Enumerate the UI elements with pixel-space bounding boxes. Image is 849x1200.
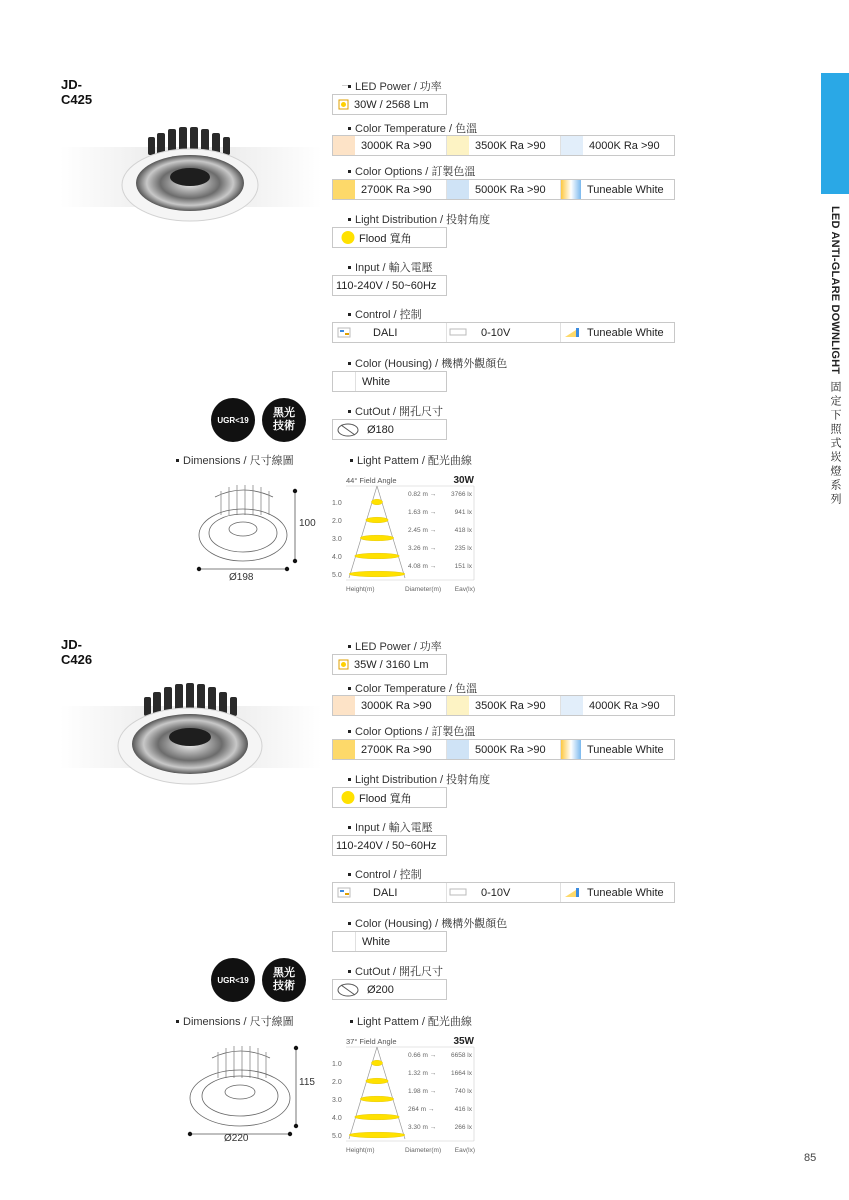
beam-ellipse [366,1078,388,1084]
housing-color-box: White [332,371,447,392]
height-tick: 2.0 [332,518,342,525]
housing-color-label: Color (Housing) / 機構外觀顏色 [348,355,507,371]
ct-4000-option: 4000K Ra >90 [560,136,674,155]
product-model: JD-C425 [61,77,93,107]
ct-3000-option: 3000K Ra >90 [333,136,446,155]
ct-3500-option: 3500K Ra >90 [446,136,560,155]
color-temperature-row [332,135,675,156]
diameter-value: 3.26 m → [408,545,437,552]
cutout-box: Ø180 [332,419,447,440]
beam-ellipse [355,1114,400,1120]
dimensions-label: Dimensions / 尺寸線圖 [176,1013,294,1029]
dimension-drawing [185,475,315,585]
diameter-value: 1.32 m → [408,1070,437,1077]
color-options-label: Color Options / 訂製色溫 [348,723,475,739]
cutout-label: CutOut / 開孔尺寸 [348,403,443,419]
category-en: LED ANTI-GLARE DOWNLIGHT [829,206,841,375]
diameter-value: 3.30 m → [408,1124,437,1131]
height-tick: 4.0 [332,1115,342,1122]
light-pattern-chart [330,472,478,594]
light-distribution-label: Light Distribution / 投射角度 [348,771,490,787]
diameter-value: 4.08 m → [408,563,437,570]
diameter-value: 0.82 m → [408,491,437,498]
page-number: 85 [804,1152,817,1164]
led-power-label: LED Power / 功率 [348,638,442,654]
light-pattern-label: Light Pattem / 配光曲線 [350,452,472,468]
housing-color-label: Color (Housing) / 機構外觀顏色 [348,915,507,931]
lux-value: 6658 lx [451,1052,472,1059]
lux-value: 1664 lx [451,1070,472,1077]
control-label: Control / 控制 [348,306,422,322]
beam-ellipse [371,1060,382,1066]
ugr-badge: UGR<19 [211,398,255,442]
color-options-label: Color Options / 訂製色溫 [348,163,475,179]
light-distribution-label: Light Distribution / 投射角度 [348,211,490,227]
dimension-drawing [178,1038,318,1148]
flood-icon [339,788,359,807]
cutout-label: CutOut / 開孔尺寸 [348,963,443,979]
led-power-box [332,94,447,115]
tuneable-icon [561,323,587,342]
lux-value: 266 lx [454,1124,472,1131]
dimension-height: 115 [299,1077,315,1088]
height-tick: 2.0 [332,1079,342,1086]
lux-value: 740 lx [454,1088,472,1095]
control-tuneable: Tuneable White [560,323,674,342]
lux-value: 418 lx [454,527,472,534]
height-tick: 1.0 [332,500,342,507]
sidebar-category [827,206,843,507]
product-model: JD-C426 [61,637,93,667]
axis-height: Height(m) [346,1147,375,1154]
color-options-row [332,739,675,760]
control-dali: DALI [333,883,446,902]
control-label: Control / 控制 [348,866,422,882]
lux-value: 3766 lx [451,491,472,498]
co-2700-option: 2700K Ra >90 [333,180,446,199]
height-tick: 3.0 [332,536,342,543]
flood-icon [339,228,359,247]
led-power-value: 30W / 2568 Lm [354,98,429,111]
ugr-badge: UGR<19 [211,958,255,1002]
dali-icon [333,323,373,342]
co-tuneable-option: Tuneable White [560,740,674,759]
diameter-value: 0.66 m → [408,1052,437,1059]
field-angle: 37° Field Angle [346,1037,397,1046]
dimmer-icon [447,883,481,902]
co-5000-option: 5000K Ra >90 [446,740,560,759]
input-box: 110-240V / 50~60Hz [332,835,447,856]
ct-3000-option: 3000K Ra >90 [333,696,446,715]
control-row [332,882,675,903]
height-tick: 5.0 [332,1133,342,1140]
light-distribution-box: Flood 寬角 [332,787,447,808]
axis-height: Height(m) [346,586,375,593]
cutout-box: Ø200 [332,979,447,1000]
height-tick: 3.0 [332,1097,342,1104]
lux-value: 416 lx [454,1106,472,1113]
beam-ellipse [371,499,382,505]
dimension-height: 100 [299,518,316,529]
cutout-saw-icon [333,980,367,999]
control-dali: DALI [333,323,446,342]
product-photo [60,682,322,792]
field-angle: 44° Field Angle [346,476,397,485]
color-temperature-label: Color Temperature / 色溫 [348,120,477,136]
axis-diameter: Diameter(m) [405,1147,442,1154]
pattern-power: 35W [453,1036,474,1047]
tuneable-icon [561,883,587,902]
light-distribution-box: Flood 寬角 [332,227,447,248]
black-light-badge: 黑光技術 [262,398,306,442]
black-light-badge: 黑光技術 [262,958,306,1002]
cutout-saw-icon [333,420,367,439]
dimension-diameter: Ø198 [229,572,254,583]
diameter-value: 1.98 m → [408,1088,437,1095]
lux-value: 941 lx [454,509,472,516]
beam-ellipse [355,553,400,559]
input-box: 110-240V / 50~60Hz [332,275,447,296]
sidebar-accent-tab [821,73,849,194]
height-tick: 4.0 [332,554,342,561]
led-power-value: 35W / 3160 Lm [354,658,429,671]
input-label: Input / 輸入電壓 [348,259,433,275]
light-pattern-label: Light Pattem / 配光曲線 [350,1013,472,1029]
beam-ellipse [366,517,388,523]
led-chip-icon [335,95,353,114]
diameter-value: 1.63 m → [408,509,437,516]
color-temperature-label: Color Temperature / 色溫 [348,680,477,696]
co-2700-option: 2700K Ra >90 [333,740,446,759]
lux-value: 235 lx [454,545,472,552]
category-zh: 固定下照式崁燈系列 [829,381,841,508]
axis-diameter: Diameter(m) [405,586,442,593]
control-row [332,322,675,343]
product-photo [60,125,322,235]
pattern-power: 30W [453,475,474,486]
diameter-value: 2.45 m → [408,527,437,534]
control-0-10v: 0-10V [446,883,560,902]
led-chip-icon [335,655,353,674]
co-5000-option: 5000K Ra >90 [446,180,560,199]
ct-4000-option: 4000K Ra >90 [560,696,674,715]
housing-color-box: White [332,931,447,952]
axis-eav: Eav(lx) [454,586,475,593]
axis-eav: Eav(lx) [454,1147,475,1154]
dali-icon [333,883,373,902]
height-tick: 1.0 [332,1061,342,1068]
lux-value: 151 lx [454,563,472,570]
dimension-diameter: Ø220 [224,1133,249,1144]
control-tuneable: Tuneable White [560,883,674,902]
ct-3500-option: 3500K Ra >90 [446,696,560,715]
led-power-label: LED Power / 功率 [348,78,442,94]
beam-ellipse [360,535,394,541]
light-cone-svg [330,472,478,594]
color-temperature-row [332,695,675,716]
dimmer-icon [447,323,481,342]
dimensions-label: Dimensions / 尺寸線圖 [176,452,294,468]
co-tuneable-option: Tuneable White [560,180,674,199]
input-label: Input / 輸入電壓 [348,819,433,835]
beam-ellipse [360,1096,394,1102]
color-options-row [332,179,675,200]
light-cone-svg [330,1033,478,1155]
light-pattern-chart [330,1033,478,1155]
height-tick: 5.0 [332,572,342,579]
beam-ellipse [349,1132,405,1138]
beam-ellipse [349,571,405,577]
diameter-value: 264 m → [408,1106,435,1113]
led-power-box [332,654,447,675]
control-0-10v: 0-10V [446,323,560,342]
